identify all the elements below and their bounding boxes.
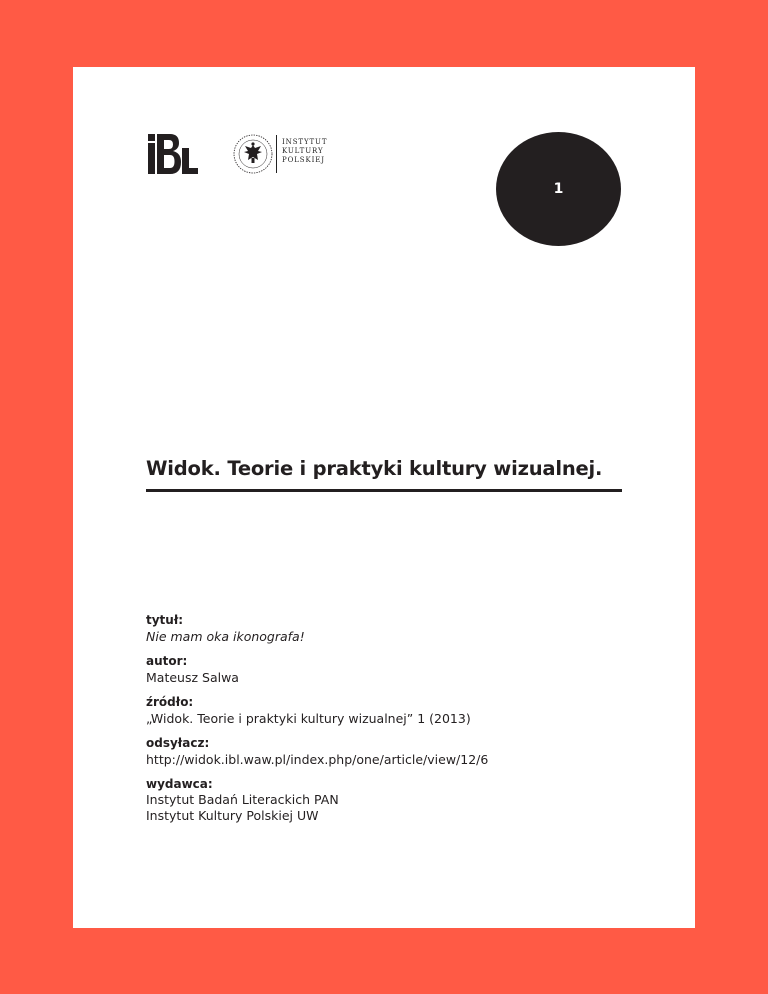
article-link[interactable]: http://widok.ibl.waw.pl/index.php/one/article/view/12/6 [146,752,489,767]
author-label: autor: [146,654,188,668]
cover-page [73,67,695,928]
issue-number-badge [496,132,621,246]
publisher-line: Instytut Kultury Polskiej UW [146,808,319,823]
article-title: Nie mam oka ikonografa! [146,629,305,644]
ikp-line: KULTURY [282,147,324,155]
university-of-warsaw-seal-icon [231,127,275,181]
ikp-wordmark [282,138,327,165]
link-label: odsyłacz: [146,736,210,750]
journal-title: Widok. Teorie i praktyki kultury wizualnej. [146,457,603,480]
article-source: „Widok. Teorie i praktyki kultury wizualnej” 1 (2013) [146,711,471,726]
title-label: tytuł: [146,613,184,627]
source-label: źródło: [146,695,194,709]
publisher-label: wydawca: [146,777,213,791]
ikp-line: INSTYTUT [282,138,328,146]
ikp-line: POLSKIEJ [282,156,326,164]
article-metadata [146,612,666,824]
ikp-logo [231,127,331,181]
logo-divider [276,135,277,173]
issue-number: 1 [553,181,564,197]
article-author: Mateusz Salwa [146,670,239,685]
title-underline [146,489,622,492]
publisher-list [146,792,666,824]
publisher-line: Instytut Badań Literackich PAN [146,792,339,807]
ibl-logo [146,134,198,174]
